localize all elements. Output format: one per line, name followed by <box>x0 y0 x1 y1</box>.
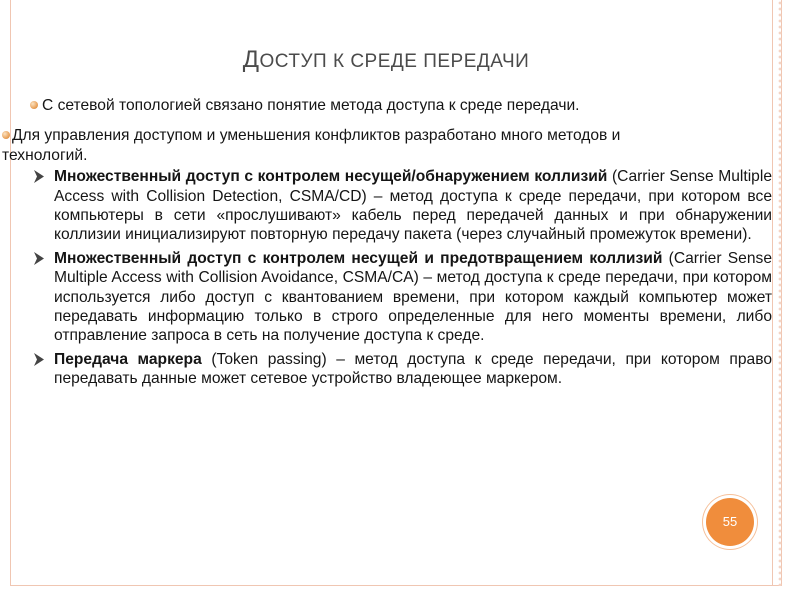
circle-bullet-icon <box>30 101 38 109</box>
arrowhead-bullet-icon <box>34 353 44 366</box>
list-item-token-passing <box>32 350 772 389</box>
arrowhead-bullet-icon <box>34 252 44 265</box>
paragraph-topology-text: С сетевой топологией связано понятие метода доступа к среде передачи. <box>42 97 580 114</box>
paragraph-methods-line1: Для управления доступом и уменьшения конфликтов разработано много методов и <box>12 127 621 145</box>
list-item-token-passing-text: (Token passing) – метод доступа к среде передачи, при котором право передавать данные может сетевое устройство владеющее маркером. <box>54 350 772 388</box>
title-capital-letter: Д <box>242 46 260 73</box>
list-item-csma-cd <box>32 167 772 245</box>
list-item-csma-cd-bold: Множественный доступ с контролем несущей/обнаружением коллизий <box>54 168 608 186</box>
list-item-csma-ca-bold: Множественный доступ с контролем несущей и предотвращением коллизий <box>54 249 663 267</box>
slide-title <box>0 46 772 74</box>
list-item-csma-ca <box>32 249 772 346</box>
paragraph-topology <box>32 96 772 115</box>
list-item-token-passing-bold: Передача маркера <box>54 350 202 368</box>
slide-body <box>2 96 772 393</box>
title-text: ОСТУП К СРЕДЕ ПЕРЕДАЧИ <box>259 51 530 72</box>
paragraph-methods <box>2 126 772 165</box>
right-border-rule <box>772 0 774 586</box>
arrowhead-bullet-icon <box>34 170 44 183</box>
dotted-edge-decoration <box>777 0 783 586</box>
list-item-csma-ca-text: (Carrier Sense Multiple Access with Collision Avoidance, CSMA/CA) – метод доступа к среде передачи, при котором используется либо доступ с квантованием времени, при котором каждый компьютер может передавать информацию только в строго определенные для него моменты времени, либо отправление запроса в сеть на получение доступа к среде. <box>54 249 772 345</box>
page-number-badge: 55 <box>706 498 754 546</box>
list-item-csma-cd-text: (Carrier Sense Multiple Access with Collision Detection, CSMA/CD) – метод доступа к среде передачи, при котором все компьютеры в сети «прослушивают» кабель перед передачей данных и при обнаружении коллизии инициализируют повторную передачу пакета (через случайный промежуток времени). <box>54 168 772 244</box>
paragraph-methods-line1-row <box>2 126 772 145</box>
paragraph-methods-line2: технологий. <box>2 146 88 164</box>
